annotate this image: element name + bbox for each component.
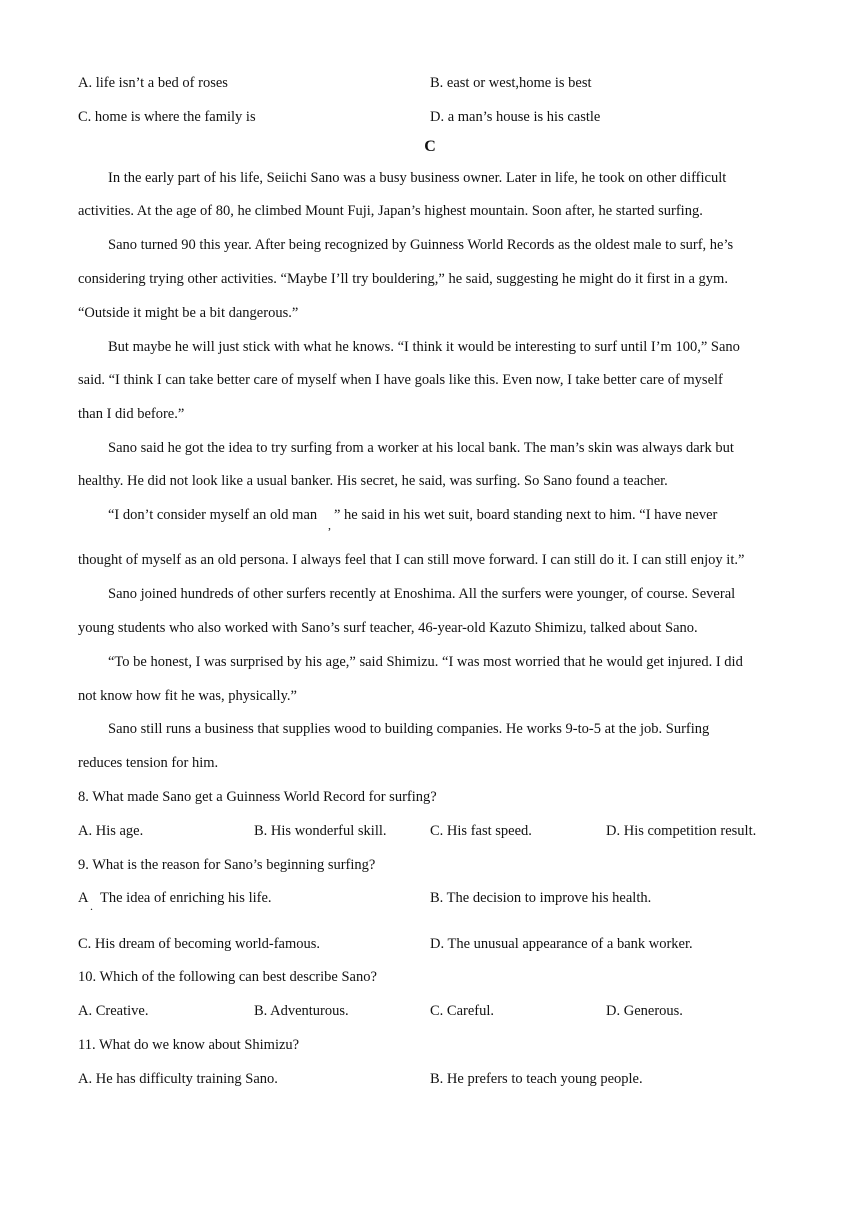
question-stem: 8. What made Sano get a Guinness World Record for surfing?	[78, 789, 437, 805]
option-b: B. He prefers to teach young people.	[430, 1071, 643, 1087]
option-d: D. The unusual appearance of a bank worker.	[430, 936, 693, 952]
option-a: A. life isn’t a bed of roses	[78, 75, 228, 91]
option-d: D. Generous.	[606, 1003, 683, 1019]
passage-line: activities. At the age of 80, he climbed Mount Fuji, Japan’s highest mountain. Soon after, he started surfing.	[78, 203, 703, 219]
passage-line: Sano joined hundreds of other surfers recently at Enoshima. All the surfers were younger, of course. Several	[108, 586, 736, 602]
passage-line: “I don’t consider myself an old man	[108, 507, 318, 523]
passage-line: Sano turned 90 this year. After being recognized by Guinness World Records as the oldest male to surf, he’s	[108, 237, 734, 253]
option-a: A. His age.	[78, 823, 144, 839]
passage-line: ” he said in his wet suit, board standing next to him. “I have never	[334, 507, 718, 523]
passage-line: In the early part of his life, Seiichi Sano was a busy business owner. Later in life, he took on other difficult	[108, 170, 727, 186]
option-b: B. east or west,home is best	[430, 75, 592, 91]
question-stem: 9. What is the reason for Sano’s beginning surfing?	[78, 857, 376, 873]
passage-line: reduces tension for him.	[78, 755, 219, 771]
option-a: A. He has difficulty training Sano.	[78, 1071, 278, 1087]
option-b: B. His wonderful skill.	[254, 823, 387, 839]
option-c: C. home is where the family is	[78, 109, 256, 125]
misplaced-comma: ,	[328, 518, 331, 532]
passage-line: said. “I think I can take better care of myself when I have goals like this. Even now, I take better care of myself	[78, 372, 723, 388]
passage-line: young students who also worked with Sano’s surf teacher, 46-year-old Kazuto Shimizu, talked about Sano.	[78, 620, 698, 636]
passage-line: But maybe he will just stick with what he knows. “I think it would be interesting to surf until I’m 100,” Sano	[108, 339, 740, 355]
option-c: C. Careful.	[430, 1003, 495, 1019]
option-a-dot: .	[90, 899, 93, 913]
option-a-letter: A	[78, 890, 89, 906]
option-a: A. Creative.	[78, 1003, 149, 1019]
option-b: B. The decision to improve his health.	[430, 890, 652, 906]
passage-line: Sano said he got the idea to try surfing from a worker at his local bank. The man’s skin was always dark but	[108, 440, 734, 456]
option-d: D. a man’s house is his castle	[430, 109, 601, 125]
passage-line: thought of myself as an old persona. I always feel that I can still move forward. I can still do it. I can still enjoy it.”	[78, 552, 745, 568]
passage-line: “To be honest, I was surprised by his age,” said Shimizu. “I was most worried that he would get injured. I did	[108, 654, 743, 670]
passage-line: Sano still runs a business that supplies wood to building companies. He works 9-to-5 at the job. Surfing	[108, 721, 710, 737]
passage-line: not know how fit he was, physically.”	[78, 688, 297, 704]
passage-line: considering trying other activities. “Maybe I’ll try bouldering,” he said, suggesting he might do it first in a gym.	[78, 271, 728, 287]
passage-line: than I did before.”	[78, 406, 185, 422]
option-c: C. His fast speed.	[430, 823, 532, 839]
passage-line: healthy. He did not look like a usual banker. His secret, he said, was surfing. So Sano found a teacher.	[78, 473, 668, 489]
section-title: C	[424, 138, 436, 155]
question-stem: 10. Which of the following can best describe Sano?	[78, 969, 377, 985]
question-stem: 11. What do we know about Shimizu?	[78, 1037, 300, 1053]
option-d: D. His competition result.	[606, 823, 757, 839]
option-b: B. Adventurous.	[254, 1003, 349, 1019]
option-a: The idea of enriching his life.	[100, 890, 272, 906]
option-c: C. His dream of becoming world-famous.	[78, 936, 321, 952]
passage-line: “Outside it might be a bit dangerous.”	[78, 305, 299, 321]
